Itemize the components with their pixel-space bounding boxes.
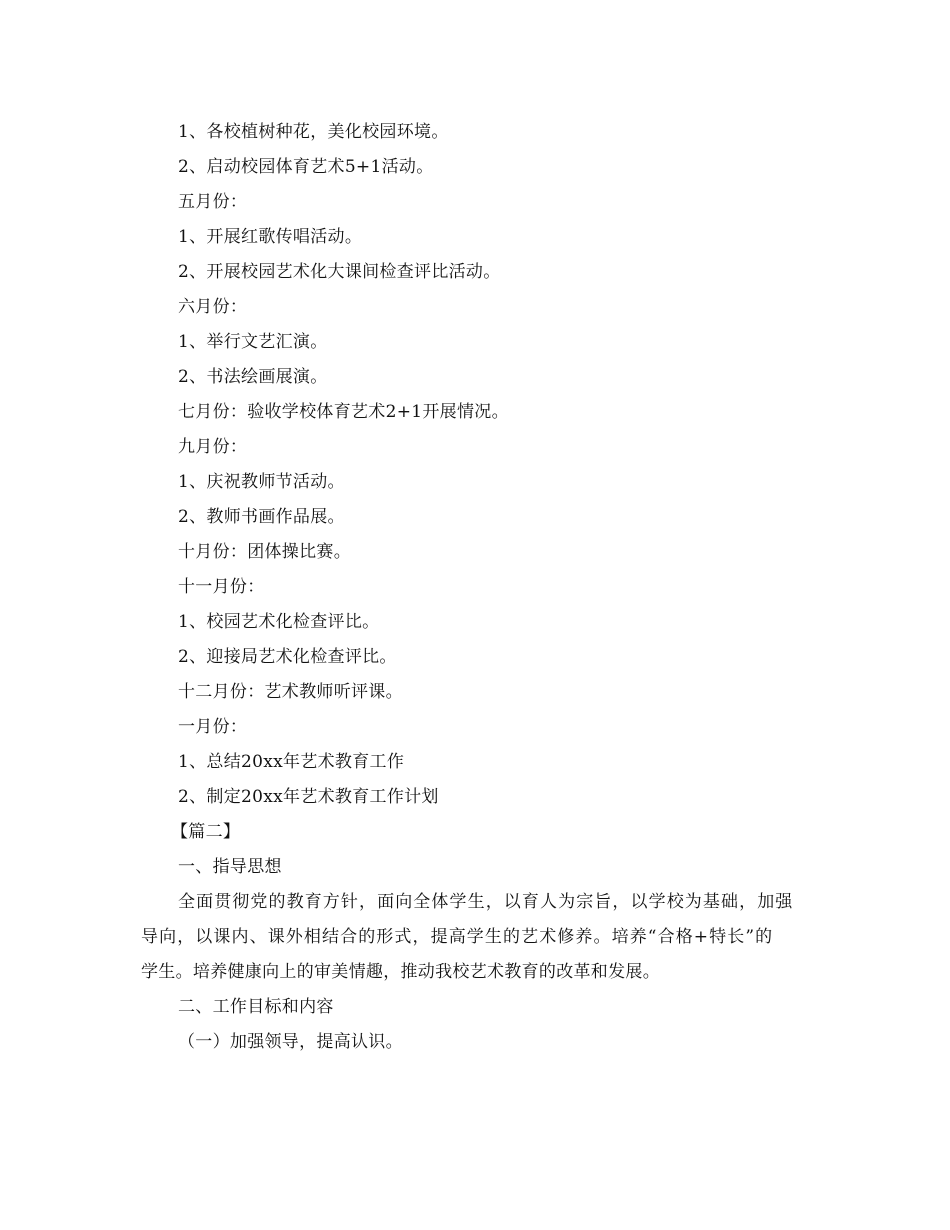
text-line: 1、总结20xx年艺术教育工作 [178,752,405,772]
paragraph-line: 全面贯彻党的教育方针，面向全体学生，以育人为宗旨，以学校为基础，加强 [178,892,794,912]
section-heading: 【篇二】 [171,822,241,842]
text-line: 2、开展校园艺术化大课间检查评比活动。 [178,262,501,282]
subsection-heading: （一）加强领导，提高认识。 [178,1032,403,1052]
text-line: 十二月份：艺术教师听评课。 [178,682,403,702]
month-heading: 一月份： [178,717,248,737]
text-line: 七月份：验收学校体育艺术2+1开展情况。 [178,402,509,422]
text-line: 1、开展红歌传唱活动。 [178,227,363,247]
month-heading: 六月份： [178,297,248,317]
text-line: 2、启动校园体育艺术5+1活动。 [178,157,434,177]
text-line: 1、各校植树种花，美化校园环境。 [178,122,449,142]
text-line: 2、教师书画作品展。 [178,507,345,527]
paragraph-line: 学生。培养健康向上的审美情趣，推动我校艺术教育的改革和发展。 [141,962,660,982]
text-line: 1、校园艺术化检查评比。 [178,612,380,632]
section-heading: 一、指导思想 [178,857,282,877]
paragraph-line: 导向，以课内、课外相结合的形式，提高学生的艺术修养。培养“合格+特长”的 [141,927,774,947]
text-line: 1、庆祝教师节活动。 [178,472,345,492]
month-heading: 十一月份： [178,577,265,597]
text-line: 1、举行文艺汇演。 [178,332,328,352]
text-line: 2、迎接局艺术化检查评比。 [178,647,397,667]
text-line: 2、书法绘画展演。 [178,367,328,387]
month-heading: 九月份： [178,437,248,457]
month-heading: 五月份： [178,192,248,212]
text-line: 十月份：团体操比赛。 [178,542,351,562]
section-heading: 二、工作目标和内容 [178,997,334,1017]
text-line: 2、制定20xx年艺术教育工作计划 [178,787,439,807]
